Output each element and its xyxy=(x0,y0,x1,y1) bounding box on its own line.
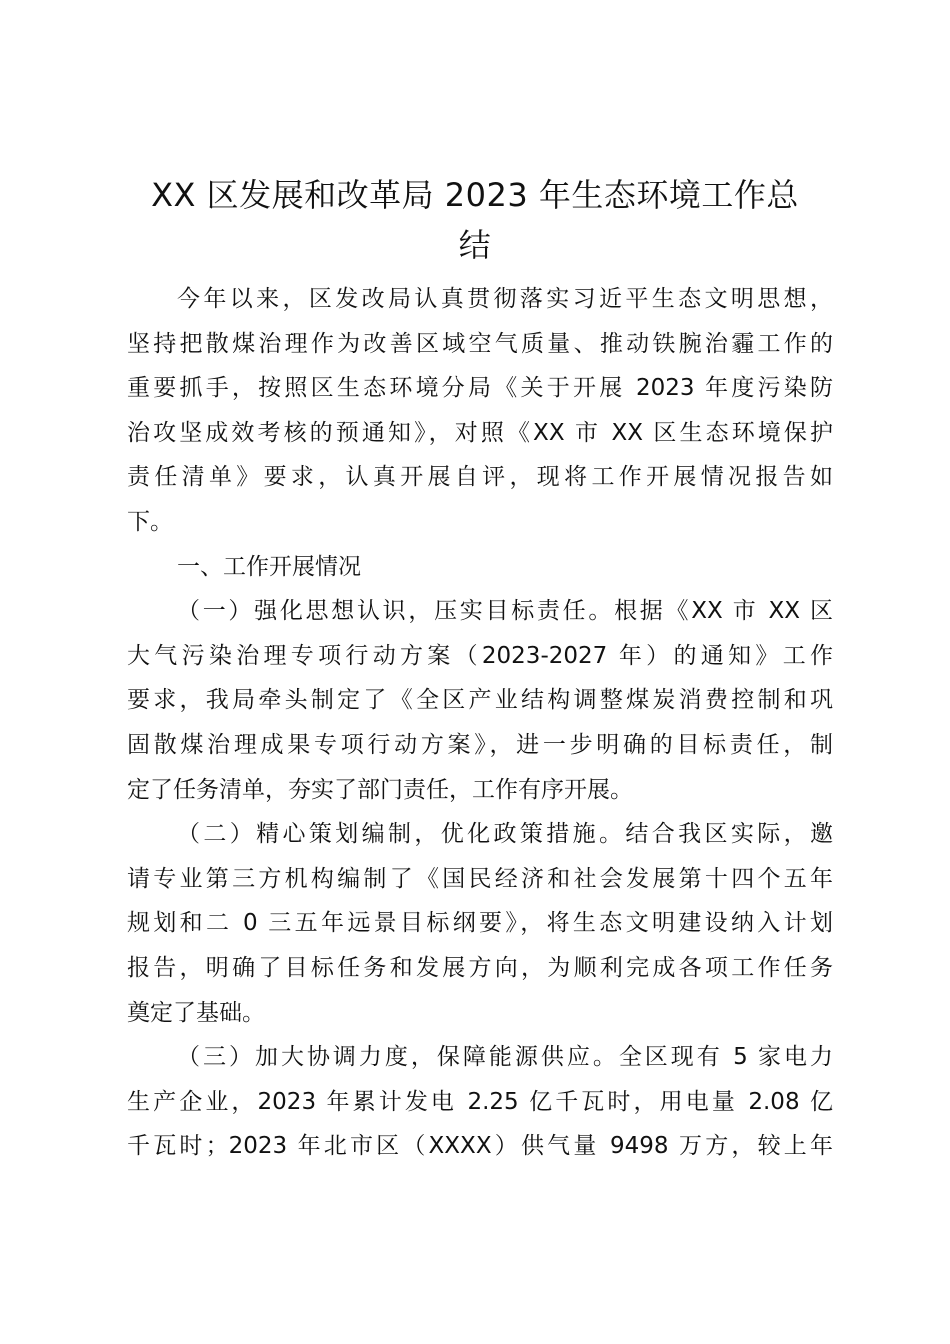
paragraph-item-1 xyxy=(127,589,833,812)
paragraph-line: 大气污染治理专项行动方案（2023-2027 年）的通知》工作 xyxy=(127,642,833,669)
paragraph-line: 请专业第三方机构编制了《国民经济和社会发展第十四个五年 xyxy=(127,865,833,892)
document-body xyxy=(127,277,833,1169)
paragraph-intro xyxy=(127,277,833,545)
paragraph-line: （一）强化思想认识，压实目标责任。根据《XX 市 XX 区 xyxy=(177,598,833,625)
paragraph-line: 要求，我局牵头制定了《全区产业结构调整煤炭消费控制和巩 xyxy=(127,687,833,714)
section-heading-text: 一、工作开展情况 xyxy=(177,553,361,580)
paragraph-line: 今年以来，区发改局认真贯彻落实习近平生态文明思想， xyxy=(177,286,833,312)
paragraph-line: 固散煤治理成果专项行动方案》，进一步明确的目标责任，制 xyxy=(127,731,833,758)
title-line-1: XX 区发展和改革局 2023 年生态环境工作总 xyxy=(151,176,799,214)
paragraph-line: 报告，明确了目标任务和发展方向，为顺利完成各项工作任务 xyxy=(127,954,833,981)
title-line-2: 结 xyxy=(458,226,492,264)
paragraph-line: 坚持把散煤治理作为改善区域空气质量、推动铁腕治霾工作的 xyxy=(127,330,833,357)
paragraph-line: 千瓦时；2023 年北市区（XXXX）供气量 9498 万方，较上年 xyxy=(127,1133,833,1160)
paragraph-line: 重要抓手，按照区生态环境分局《关于开展 2023 年度污染防 xyxy=(127,375,833,402)
paragraph-line: 治攻坚成效考核的预通知》，对照《XX 市 XX 区生态环境保护 xyxy=(127,419,833,446)
paragraph-line: 奠定了基础。 xyxy=(127,999,265,1026)
paragraph-line: 下。 xyxy=(127,508,173,535)
section-heading xyxy=(127,545,833,590)
paragraph-line: （三）加大协调力度，保障能源供应。全区现有 5 家电力 xyxy=(177,1044,833,1071)
paragraph-line: 责任清单》要求，认真开展自评，现将工作开展情况报告如 xyxy=(127,464,833,491)
paragraph-line: 定了任务清单，夯实了部门责任，工作有序开展。 xyxy=(127,776,633,803)
paragraph-line: 生产企业，2023 年累计发电 2.25 亿千瓦时，用电量 2.08 亿 xyxy=(127,1088,833,1115)
paragraph-line: 规划和二 0 三五年远景目标纲要》，将生态文明建设纳入计划 xyxy=(127,910,833,937)
paragraph-item-3 xyxy=(127,1035,833,1169)
paragraph-line: （二）精心策划编制，优化政策措施。结合我区实际，邀 xyxy=(177,821,833,848)
document-title xyxy=(118,170,832,270)
paragraph-item-2 xyxy=(127,812,833,1035)
